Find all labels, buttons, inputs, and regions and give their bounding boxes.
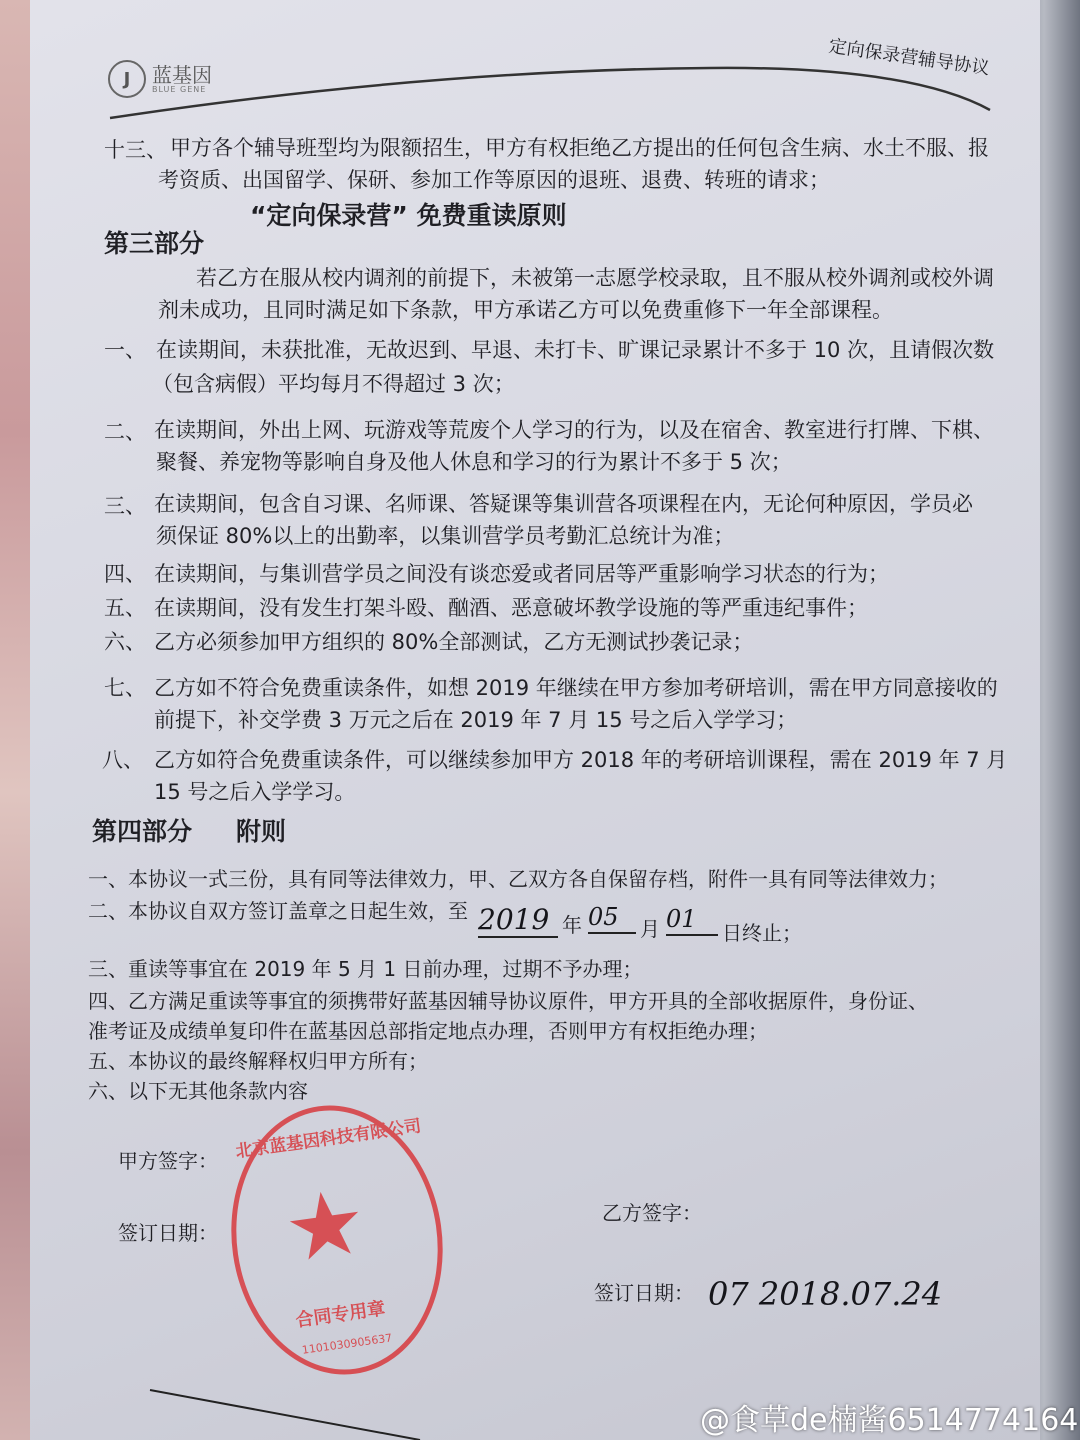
item-label: 一、 xyxy=(104,338,146,362)
end-month-unit: 月 xyxy=(640,917,660,941)
item-line: 前提下，补交学费 3 万元之后在 2019 年 7 月 15 号之后入学学习； xyxy=(154,708,798,732)
item-label: 五、 xyxy=(104,596,146,620)
part4-title: 第四部分 xyxy=(92,817,193,846)
intro-line: 若乙方在服从校内调剂的前提下，未被第一志愿学校录取，且不服从校外调剂或校外调 xyxy=(196,266,994,290)
part4-subtitle: 附则 xyxy=(236,817,287,846)
party-a-date-label: 签订日期： xyxy=(118,1221,218,1245)
appendix-line: 四、乙方满足重读等事宜的须携带好蓝基因辅导协议原件，甲方开具的全部收据原件，身份证、 xyxy=(88,989,928,1013)
item-line: （包含病假）平均每月不得超过 3 次； xyxy=(152,372,515,396)
item-label: 四、 xyxy=(104,562,146,586)
party-b-date-value: 07 2018.07.24 xyxy=(708,1275,943,1313)
part3-title: 第三部分 xyxy=(104,229,205,258)
item-label: 六、 xyxy=(104,630,146,654)
party-b-sign-label: 乙方签字： xyxy=(602,1201,702,1225)
item-label: 八、 xyxy=(102,748,144,772)
document-title: 定向保录营辅导协议 xyxy=(827,35,991,80)
party-a-sign-label: 甲方签字： xyxy=(118,1149,218,1173)
clause-label: 十三、 xyxy=(104,138,167,162)
logo-en: BLUE GENE xyxy=(152,84,207,94)
item-line: 乙方如符合免费重读条件，可以继续参加甲方 2018 年的考研培训课程，需在 2019 年 7 月 xyxy=(154,748,1008,772)
seal-star-icon: ★ xyxy=(278,1168,373,1284)
item-label: 二、 xyxy=(104,420,146,444)
appendix-line: 六、以下无其他条款内容 xyxy=(88,1079,308,1103)
clause-line: 甲方各个辅导班型均为限额招生，甲方有权拒绝乙方提出的任何包含生病、水土不服、报 xyxy=(170,136,989,160)
clause-line: 考资质、出国留学、保研、参加工作等原因的退班、退费、转班的请求； xyxy=(158,168,830,192)
underline-stroke xyxy=(140,1380,540,1440)
logo-mark: J xyxy=(108,60,146,98)
end-day-suffix: 日终止； xyxy=(722,921,802,945)
appendix-line: 准考证及成绩单复印件在蓝基因总部指定地点办理，否则甲方有权拒绝办理； xyxy=(88,1019,768,1043)
seal-number: 1101030905637 xyxy=(301,1331,394,1357)
item-line: 在读期间，与集训营学员之间没有谈恋爱或者同居等严重影响学习状态的行为； xyxy=(154,562,889,586)
item-line: 在读期间，包含自习课、名师课、答疑课等集训营各项课程在内，无论何种原因，学员必 xyxy=(154,492,973,516)
end-day: 01 xyxy=(666,906,718,936)
intro-line: 剂未成功，且同时满足如下条款，甲方承诺乙方可以免费重修下一年全部课程。 xyxy=(158,298,893,322)
party-b-date-label: 签订日期： xyxy=(594,1281,694,1305)
item-line: 在读期间，未获批准，无故迟到、早退、未打卡、旷课记录累计不多于 10 次，且请假次数 xyxy=(156,338,995,362)
item-line: 15 号之后入学学习。 xyxy=(154,780,356,804)
part3-subtitle: “定向保录营” 免费重读原则 xyxy=(250,201,567,230)
item-label: 三、 xyxy=(104,494,146,518)
end-year-unit: 年 xyxy=(562,913,582,937)
item-line: 聚餐、养宠物等影响自身及他人休息和学习的行为累计不多于 5 次； xyxy=(156,450,792,474)
appendix-line: 一、本协议一式三份，具有同等法律效力，甲、乙双方各自保留存档，附件一具有同等法律效力； xyxy=(88,867,948,891)
item-line: 在读期间，没有发生打架斗殴、酗酒、恶意破坏教学设施的等严重违纪事件； xyxy=(154,596,868,620)
item-line: 在读期间，外出上网、玩游戏等荒废个人学习的行为，以及在宿舍、教室进行打牌、下棋、 xyxy=(154,418,994,442)
logo xyxy=(108,60,212,98)
item-line: 乙方如不符合免费重读条件，如想 2019 年继续在甲方参加考研培训，需在甲方同意接收的 xyxy=(154,676,998,700)
item-line: 须保证 80%以上的出勤率，以集训营学员考勤汇总统计为准； xyxy=(156,524,735,548)
end-year: 2019 xyxy=(478,904,558,938)
end-month: 05 xyxy=(588,904,636,934)
seal-sub-text: 合同专用章 xyxy=(294,1298,387,1332)
appendix-line: 五、本协议的最终解释权归甲方所有； xyxy=(88,1049,428,1073)
item-label: 七、 xyxy=(104,676,146,700)
logo-cn: 蓝基因 xyxy=(152,62,212,87)
appendix-line: 三、重读等事宜在 2019 年 5 月 1 日前办理，过期不予办理； xyxy=(88,957,643,981)
item-line: 乙方必须参加甲方组织的 80%全部测试，乙方无测试抄袭记录； xyxy=(154,630,754,654)
weibo-watermark: @食草de楠酱6514774164 xyxy=(700,1403,1079,1438)
seal-company-text: 北京蓝基因科技有限公司 xyxy=(234,1116,423,1163)
appendix-line: 二、本协议自双方签订盖章之日起生效，至 xyxy=(88,899,468,923)
